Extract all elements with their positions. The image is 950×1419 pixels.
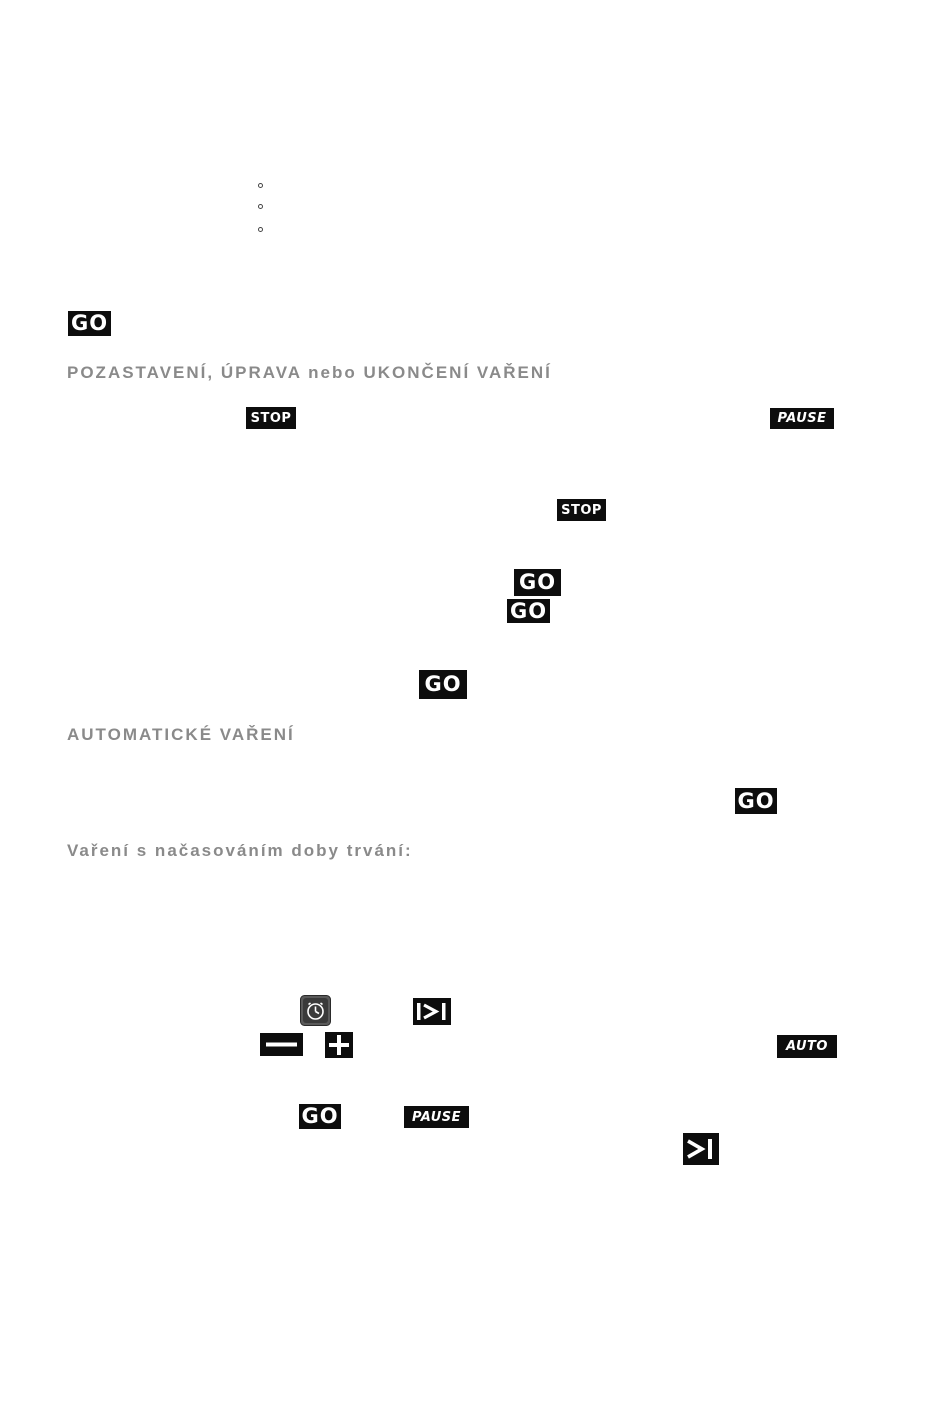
- go-key-icon: GO: [299, 1104, 341, 1129]
- minus-icon: [260, 1033, 303, 1056]
- section-heading-pause: POZASTAVENÍ, ÚPRAVA nebo UKONČENÍ VAŘENÍ: [67, 363, 552, 382]
- stop-key-icon: STOP: [557, 499, 606, 521]
- step-next-icon: [413, 998, 451, 1025]
- pause-key-icon: PAUSE: [770, 408, 834, 429]
- stop-key-icon: STOP: [246, 407, 296, 429]
- section-heading-auto: AUTOMATICKÉ VAŘENÍ: [67, 725, 295, 744]
- bullet-icon: [258, 204, 263, 209]
- go-key-icon: GO: [507, 599, 550, 623]
- section-heading-timed: Vaření s načasováním doby trvání:: [67, 841, 413, 860]
- go-key-icon: GO: [514, 569, 561, 596]
- go-key-icon: GO: [735, 788, 777, 814]
- go-key-icon: GO: [419, 670, 467, 699]
- plus-icon: [325, 1032, 353, 1058]
- auto-key-icon: AUTO: [777, 1035, 837, 1058]
- timer-icon: [300, 995, 331, 1026]
- next-icon: [683, 1133, 719, 1165]
- bullet-icon: [258, 227, 263, 232]
- go-key-icon: GO: [68, 311, 111, 336]
- pause-key-icon: PAUSE: [404, 1106, 469, 1128]
- bullet-icon: [258, 183, 263, 188]
